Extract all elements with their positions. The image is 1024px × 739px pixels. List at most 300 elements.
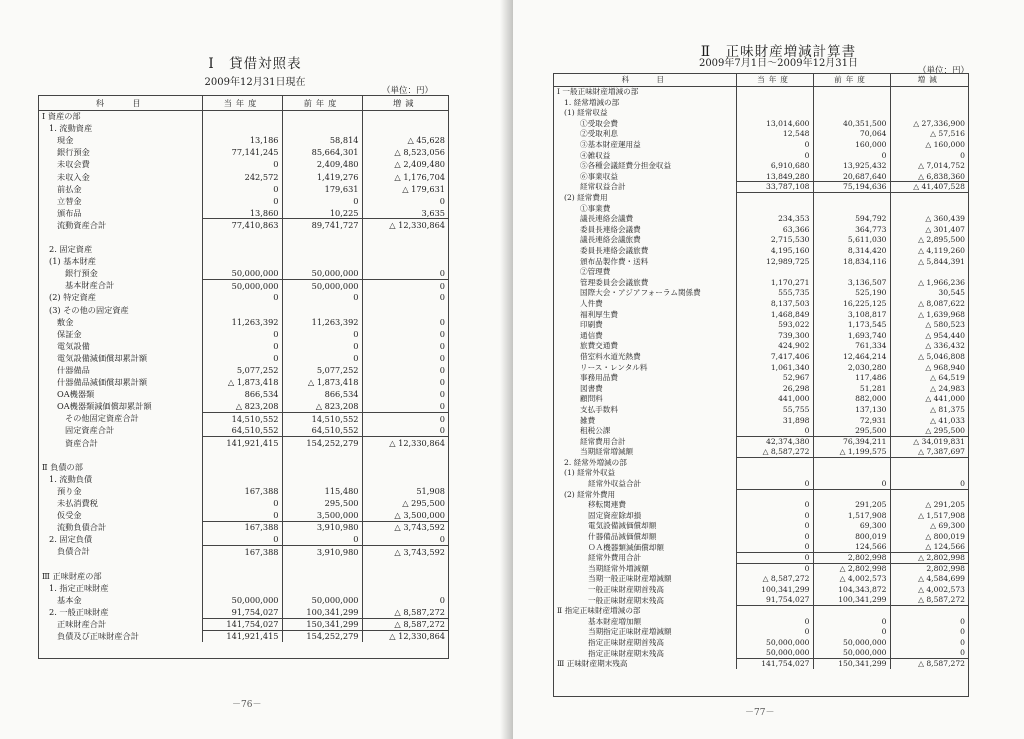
table-row [554,585,968,596]
table-row [554,246,968,257]
row-label: ⑤各種会議経費分担金収益 [580,161,672,171]
change-value: △ 41,407,528 [890,182,968,193]
change-value: △ 295,500 [890,426,968,437]
change-value: △ 41,033 [890,415,968,426]
current-year-value: 77,141,245 [202,146,282,158]
row-label: 頒布品 [57,207,82,218]
table-row [554,436,968,447]
table-row [554,362,968,373]
change-value: △ 295,500 [362,497,448,509]
prior-year-value: 1,517,908 [813,510,890,521]
row-label: 2. 経常外増減の部 [564,457,627,467]
row-label: 2. 固定資産 [49,244,93,255]
current-year-value [202,449,282,461]
table-row [39,304,448,316]
prior-year-value [282,304,362,316]
change-value: △ 69,300 [890,521,968,532]
balance-sheet-unit: （単位：円） [382,86,434,96]
current-year-value: 7,417,406 [736,351,813,362]
row-label: Ⅰ 資産の部 [42,111,81,122]
table-row [554,447,968,458]
row-label: 什器備品 [57,365,90,375]
row-label: 銀行預金 [57,147,90,158]
prior-year-value: 295,500 [813,426,890,437]
change-value: 0 [890,616,968,627]
current-year-value [202,255,282,267]
change-value: △ 4,119,260 [890,246,968,257]
table-row [39,352,448,364]
change-value: △ 800,019 [890,532,968,543]
column-header: 当年度 [202,96,282,110]
table-row [39,545,448,557]
current-year-value: 141,921,415 [202,630,282,642]
change-value: △ 8,587,272 [362,618,448,630]
current-year-value: 77,410,863 [202,219,282,231]
row-label: 経常外収益合計 [588,479,642,489]
table-row [554,595,968,606]
prior-year-value: 1,173,545 [813,320,890,331]
change-value: △ 5,844,391 [890,256,968,267]
table-row [39,255,448,267]
table-row [554,161,968,172]
change-value: 3,635 [362,207,448,219]
row-label: 通信費 [580,330,603,340]
table-row [554,203,968,214]
prior-year-value: 11,263,392 [282,316,362,328]
table-row [554,373,968,384]
change-value [890,193,968,204]
change-value: △ 64,519 [890,373,968,384]
current-year-value [736,108,813,119]
current-year-value [202,231,282,243]
table-row [554,277,968,288]
current-year-value: 31,898 [736,415,813,426]
table-row [554,394,968,405]
row-label: 当期指定正味財産増減額 [588,627,672,637]
row-label: 固定資産合計 [65,425,115,436]
table-row [39,558,448,570]
table-row [554,171,968,182]
change-value: 0 [362,364,448,376]
prior-year-value: 100,341,299 [813,595,890,606]
prior-year-value: 10,225 [282,207,362,219]
row-label: Ⅰ 一般正味財産増減の部 [557,87,639,97]
change-value: △ 12,330,864 [362,437,448,449]
change-value: △ 1,966,236 [890,277,968,288]
prior-year-value: 69,300 [813,521,890,532]
current-year-value: 0 [736,532,813,543]
table-row [39,219,448,231]
table-row [554,193,968,204]
current-year-value: 6,910,680 [736,161,813,172]
row-label: 電気設備減価償却累計額 [57,352,148,363]
current-year-value: 0 [202,497,282,509]
change-value: △ 4,002,573 [890,585,968,596]
prior-year-value [282,570,362,582]
row-label: OA機器類減価償却累計額 [57,401,152,412]
row-label: 委員長連絡会議旅費 [580,246,649,255]
current-year-value [202,461,282,473]
current-year-value: 33,787,108 [736,182,813,193]
row-label: 負債及び正味財産合計 [57,631,139,642]
prior-year-value [282,473,362,485]
table-row [39,582,448,594]
row-label: ①事業費 [580,203,611,213]
current-year-value [736,203,813,214]
prior-year-value: 16,225,125 [813,298,890,309]
change-value [362,231,448,243]
row-label: 什器備品減価償却累計額 [57,377,148,388]
change-value: △ 8,523,056 [362,146,448,158]
row-label: 電気設備 [57,340,90,351]
prior-year-value: 3,910,980 [282,545,362,557]
current-year-value: 12,989,725 [736,256,813,267]
table-row [554,457,968,468]
row-label: Ⅲ 正味財産期末残高 [557,659,628,669]
row-label: (2) 特定資産 [49,292,96,303]
current-year-value: 4,195,160 [736,246,813,257]
prior-year-value [813,457,890,468]
table-row [39,630,448,642]
table-row [554,140,968,151]
change-value: 0 [890,150,968,161]
row-label: 未払消費税 [57,498,98,509]
row-label: 当期経常外増減額 [588,563,649,573]
change-value [890,108,968,119]
prior-year-value: 117,486 [813,373,890,384]
column-header: 科 目 [554,74,736,87]
row-label: (2) 経常費用 [564,193,608,203]
prior-year-value: △ 4,002,573 [813,574,890,585]
current-year-value [202,570,282,582]
table-row [554,108,968,119]
current-year-value: 63,366 [736,224,813,235]
table-row [554,510,968,521]
row-label: 議長連絡会議旅費 [580,235,641,245]
row-label: Ⅲ 正味財産の部 [42,570,102,581]
prior-year-value [813,87,890,98]
current-year-value: 0 [202,292,282,304]
row-label: 銀行預金 [65,268,98,279]
table-row [39,267,448,279]
row-label: ②受取利息 [580,129,618,139]
current-year-value: 50,000,000 [736,637,813,648]
change-value [890,606,968,617]
table-row [554,298,968,309]
change-value: △ 441,000 [890,394,968,405]
current-year-value: 13,014,600 [736,118,813,129]
table-row [554,521,968,532]
current-year-value: 12,548 [736,129,813,140]
table-row [554,542,968,553]
current-year-value: 141,754,027 [736,659,813,670]
net-assets-statement-table [554,74,968,669]
row-label: 福利厚生費 [580,309,618,319]
row-label: 経常外費用合計 [588,553,642,563]
change-value: △ 81,375 [890,404,968,415]
prior-year-value: △ 2,802,998 [813,563,890,574]
prior-year-value: 0 [282,292,362,304]
table-row [554,637,968,648]
change-value [890,267,968,278]
table-row [39,122,448,134]
right-page [513,0,1024,739]
prior-year-value: 800,019 [813,532,890,543]
current-year-value [202,110,282,122]
change-value: △ 8,587,272 [362,606,448,618]
row-label: 負債合計 [57,546,90,557]
change-value: 0 [362,316,448,328]
prior-year-value: 0 [282,352,362,364]
row-label: ＯＡ機器類減価償却額 [588,542,664,552]
change-value: △ 12,330,864 [362,219,448,231]
prior-year-value: 50,000,000 [282,279,362,291]
current-year-value: 424,902 [736,341,813,352]
prior-year-value [282,243,362,255]
change-value: 2,802,998 [890,563,968,574]
current-year-value: 141,921,415 [202,437,282,449]
change-value: 30,545 [890,288,968,299]
row-label: 旅費交通費 [580,341,618,351]
prior-year-value [282,255,362,267]
current-year-value: 26,298 [736,383,813,394]
current-year-value: 234,353 [736,214,813,225]
row-label: 什器備品減価償却額 [588,532,657,542]
change-value: 0 [362,195,448,207]
change-value: △ 1,517,908 [890,510,968,521]
change-value: △ 5,046,808 [890,351,968,362]
table-row [39,231,448,243]
change-value: △ 45,628 [362,134,448,146]
table-row [39,473,448,485]
row-label: 顧問料 [580,394,603,404]
prior-year-value: 40,351,500 [813,118,890,129]
prior-year-value: 100,341,299 [282,606,362,618]
change-value [362,255,448,267]
prior-year-value: 150,341,299 [282,618,362,630]
table-row [554,383,968,394]
row-label: (1) 経常外収益 [564,468,616,478]
table-row [554,214,968,225]
column-header: 科 目 [39,96,202,110]
change-value [362,461,448,473]
change-value: △ 8,587,272 [890,595,968,606]
prior-year-value: 85,664,301 [282,146,362,158]
prior-year-value: 525,190 [813,288,890,299]
table-row [554,648,968,659]
table-row [39,316,448,328]
prior-year-value: 0 [813,627,890,638]
current-year-value: 0 [736,542,813,553]
change-value: △ 7,014,752 [890,161,968,172]
table-row [554,267,968,278]
table-row [39,243,448,255]
prior-year-value: 5,611,030 [813,235,890,246]
net-assets-statement-title: Ⅱ 正味財産増減計算書 [700,44,857,60]
prior-year-value: 882,000 [813,394,890,405]
change-value: 0 [362,400,448,412]
change-value: △ 3,743,592 [362,521,448,533]
net-assets-statement-unit: （単位：円） [918,66,970,76]
change-value: 0 [362,340,448,352]
row-label: 仮受金 [57,510,82,521]
table-row [554,97,968,108]
current-year-value: 55,755 [736,404,813,415]
prior-year-value [282,558,362,570]
current-year-value: 50,000,000 [202,594,282,606]
prior-year-value: 179,631 [282,183,362,195]
prior-year-value: 70,064 [813,129,890,140]
prior-year-value: 154,252,279 [282,437,362,449]
prior-year-value: 3,910,980 [282,521,362,533]
column-header: 前年度 [282,96,362,110]
change-value: △ 27,336,900 [890,118,968,129]
current-year-value: 0 [202,352,282,364]
prior-year-value [282,449,362,461]
change-value [890,468,968,479]
current-year-value: △ 823,208 [202,400,282,412]
table-row [39,364,448,376]
change-value: 0 [890,479,968,490]
prior-year-value: 50,000,000 [282,594,362,606]
table-row [554,606,968,617]
table-row [39,158,448,170]
current-year-value: △ 1,873,418 [202,376,282,388]
prior-year-value [813,267,890,278]
change-value: △ 57,516 [890,129,968,140]
prior-year-value: 0 [282,533,362,545]
prior-year-value: 0 [813,479,890,490]
prior-year-value: 64,510,552 [282,425,362,437]
prior-year-value: 12,464,214 [813,351,890,362]
prior-year-value: 0 [282,328,362,340]
change-value: △ 2,409,480 [362,158,448,170]
prior-year-value: 13,925,432 [813,161,890,172]
current-year-value: 5,077,252 [202,364,282,376]
current-year-value: 42,374,380 [736,436,813,447]
table-row [554,330,968,341]
row-label [39,231,202,243]
change-value [890,97,968,108]
prior-year-value: 51,281 [813,383,890,394]
current-year-value: △ 8,587,272 [736,574,813,585]
table-row [39,146,448,158]
row-label: 未収入金 [57,171,90,182]
current-year-value: 167,388 [202,521,282,533]
column-header: 増減 [362,96,448,110]
prior-year-value: 3,108,817 [813,309,890,320]
prior-year-value [813,203,890,214]
table-row [554,150,968,161]
current-year-value: 242,572 [202,171,282,183]
change-value [890,87,968,98]
change-value: 0 [362,594,448,606]
table-row [39,110,448,122]
row-label: 1. 流動負債 [49,473,93,484]
table-row [39,328,448,340]
current-year-value: 50,000,000 [202,279,282,291]
prior-year-value [282,122,362,134]
table-row [39,195,448,207]
row-label: 移転関連費 [588,500,626,510]
prior-year-value: 115,480 [282,485,362,497]
prior-year-value [813,489,890,500]
row-label: 流動負債合計 [57,522,107,533]
prior-year-value: 866,534 [282,388,362,400]
table-row [39,412,448,424]
change-value [362,570,448,582]
prior-year-value: 58,814 [282,134,362,146]
change-value: 0 [362,533,448,545]
change-value: 0 [362,388,448,400]
table-row [554,87,968,98]
row-label: 未収会費 [57,159,90,170]
current-year-value: 0 [736,627,813,638]
table-row [554,415,968,426]
change-value: △ 360,439 [890,214,968,225]
current-year-value [736,457,813,468]
row-label: 指定正味財産期首残高 [588,637,664,647]
table-row [39,461,448,473]
row-label: 現金 [57,135,74,146]
table-row [39,509,448,521]
change-value: 0 [362,267,448,279]
table-row [554,532,968,543]
current-year-value: 167,388 [202,485,282,497]
current-year-value: 52,967 [736,373,813,384]
current-year-value: 555,735 [736,288,813,299]
prior-year-value: 1,419,276 [282,171,362,183]
change-value: △ 24,983 [890,383,968,394]
prior-year-value: 124,566 [813,542,890,553]
current-year-value: 0 [202,328,282,340]
page-number-right: －77－ [745,708,775,718]
prior-year-value: 364,773 [813,224,890,235]
row-label: 前払金 [57,183,82,194]
row-label: ④雑収益 [580,150,611,160]
prior-year-value: 2,802,998 [813,553,890,564]
prior-year-value [282,110,362,122]
page-number-left: －76－ [232,700,262,710]
prior-year-value: 50,000,000 [813,637,890,648]
current-year-value: 91,754,027 [736,595,813,606]
prior-year-value: 20,687,640 [813,171,890,182]
prior-year-value: 76,394,211 [813,436,890,447]
table-row [39,183,448,195]
row-label: (2) 経常外費用 [564,489,616,499]
balance-sheet-title: Ⅰ 貸借対照表 [208,56,302,72]
current-year-value: 8,137,503 [736,298,813,309]
column-header: 前年度 [813,74,890,87]
table-row [39,388,448,400]
table-row [554,320,968,331]
row-label: 基本財産増加額 [588,616,642,626]
change-value: △ 6,838,360 [890,171,968,182]
current-year-value [736,267,813,278]
current-year-value: △ 8,587,272 [736,447,813,458]
prior-year-value: 75,194,636 [813,182,890,193]
table-row [39,400,448,412]
table-row [39,279,448,291]
row-label: 印刷費 [580,320,603,330]
row-label: 固定資産除却損 [588,510,642,520]
prior-year-value: 3,500,000 [282,509,362,521]
prior-year-value [282,231,362,243]
table-row [39,340,448,352]
change-value: 0 [362,328,448,340]
row-label: 図書費 [580,383,603,393]
change-value [890,457,968,468]
